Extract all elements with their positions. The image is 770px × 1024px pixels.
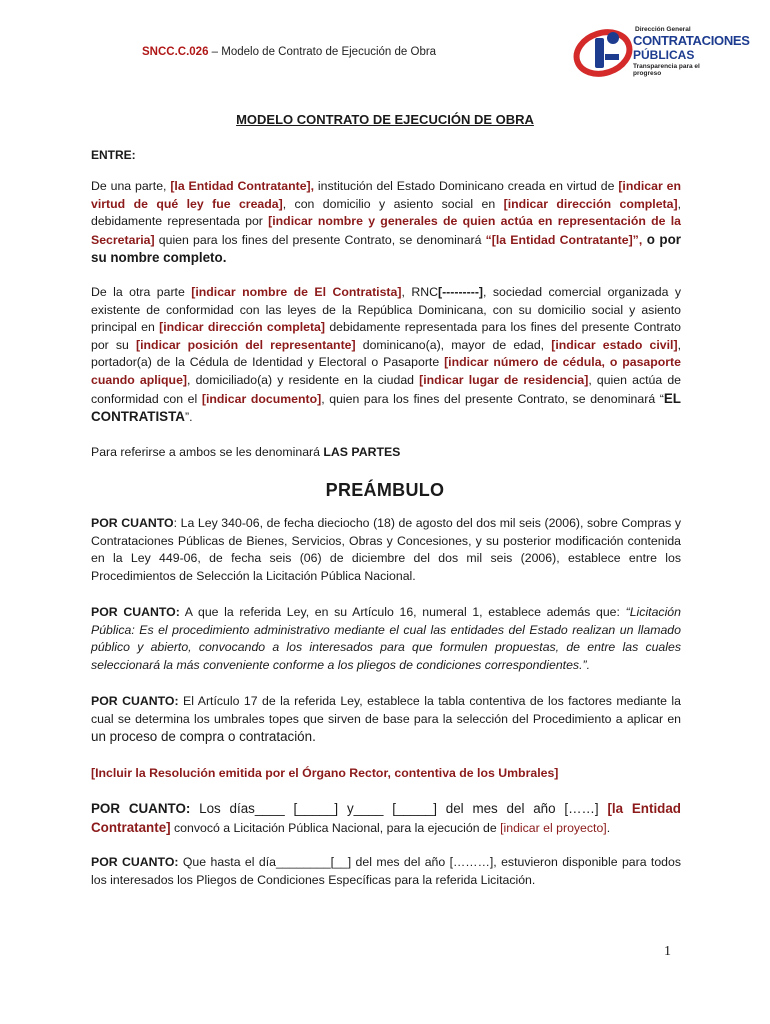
text: institución del Estado Dominicano creada en virtud de (314, 179, 619, 193)
text: un proceso de compra o contratación. (91, 729, 316, 745)
placeholder-field: [indicar estado civil] (551, 337, 678, 352)
placeholder-field: [indicar posición del representante] (136, 337, 356, 352)
placeholder-field: “[la Entidad Contratante]”, (485, 232, 643, 247)
text: dominicano(a), mayor de edad, (355, 337, 552, 352)
text: convocó a Licitación Pública Nacional, para la ejecución de (170, 820, 501, 835)
paragraph-contratista (91, 284, 681, 427)
logo-tagline: Transparencia para el progreso (633, 63, 700, 77)
placeholder-field: [indicar el proyecto] (500, 820, 607, 835)
document-code-header (142, 46, 436, 58)
por-cuanto-5 (91, 854, 681, 889)
placeholder-field: [indicar nombre de El Contratista] (191, 285, 402, 299)
entre-label: ENTRE: (91, 148, 136, 162)
page-number: 1 (664, 944, 671, 959)
bold-text: POR CUANTO: (91, 605, 180, 619)
text: , portador(a) de la Cédula de Identidad y Electoral o Pasaporte (91, 337, 681, 370)
logo-line-3: PÚBLICAS (633, 48, 695, 62)
paragraph-entidad (91, 178, 681, 268)
logo-line-2: CONTRATACIONES (633, 33, 750, 48)
quote-text: “Licitación Pública: Es el procedimiento administrativo mediante el cual las entidades del Estado realizan un llamado público y abierto, convocando a los interesados para que formulen propuestas, de entre las cuales seleccionará la más conveniente conforme a los pliegos de condiciones correspondientes.”. (91, 605, 681, 672)
header-separator: – (208, 46, 222, 58)
rnc-placeholder: [---------] (437, 285, 484, 299)
text: De una parte, (91, 179, 171, 193)
header-title: Modelo de Contrato de Ejecución de Obra (221, 46, 437, 58)
text: El Artículo 17 de la referida Ley, establece la tabla contentiva de los factores mediante la cual se determina los umbrales topes que sirven de base para la selección del Procedimiento a aplicar en (91, 694, 681, 726)
document-code: SNCC.C.026 (142, 46, 209, 58)
text: quien para los fines del presente Contrato, se denominará (154, 232, 486, 247)
placeholder-field: [indicar nombre y generales de quien actúa en representación de la Secretaria] (91, 214, 682, 247)
text: , RNC (401, 285, 438, 299)
por-cuanto-1 (91, 515, 681, 585)
placeholder-field: [indicar dirección completa] (159, 320, 325, 335)
bold-text: POR CUANTO: (91, 801, 191, 816)
bold-text: POR CUANTO (91, 516, 174, 530)
document-title: MODELO CONTRATO DE EJECUCIÓN DE OBRA (236, 112, 534, 127)
placeholder-field: [indicar lugar de residencia] (419, 372, 589, 387)
preambulo-heading: PREÁMBULO (325, 480, 445, 500)
text: Que hasta el día________[__] del mes del año [………], estuvieron disponible para todos los interesados los Pliegos de Condiciones Específicas para la referida Licitación. (91, 855, 682, 887)
text: Para referirse a ambos se les denominará (91, 445, 324, 459)
text: Los días____ [_____] y____ [_____] del mes del año [……] (190, 801, 608, 816)
placeholder-field: [la Entidad Contratante], (170, 179, 315, 193)
text: , sociedad comercial organizada y existente de conformidad con las leyes de la República Dominicana, con su domicilio social y asiento principal en (91, 285, 681, 335)
text: debidamente representada para los fines del presente Contrato por su (91, 320, 682, 352)
text: , domiciliado(a) y residente en la ciudad (187, 372, 420, 387)
bold-text: LAS PARTES (323, 445, 401, 459)
paragraph-partes (91, 444, 681, 462)
dgcp-logo (573, 24, 750, 80)
placeholder-field: [indicar en virtud de qué ley fue creada] (91, 179, 681, 211)
bold-text: o por su nombre completo. (91, 231, 681, 266)
resolucion-placeholder (91, 765, 681, 783)
bold-text: POR CUANTO: (91, 855, 179, 869)
placeholder-field: [indicar documento] (201, 391, 322, 406)
placeholder-field: [indicar número de cédula, o pasaporte cuando aplique] (91, 355, 681, 387)
bold-text: POR CUANTO: (91, 694, 179, 708)
por-cuanto-2 (91, 604, 681, 674)
por-cuanto-3 (91, 693, 681, 747)
text: , debidamente representada por (91, 196, 681, 229)
por-cuanto-4 (91, 800, 681, 837)
text: . (606, 820, 611, 835)
text: , quien actúa de conformidad con el (91, 372, 682, 406)
text: ”. (184, 410, 193, 425)
text: A que la referida Ley, en su Artículo 16, numeral 1, establece además que: (179, 605, 626, 619)
logo-line-1: Dirección General (635, 26, 691, 33)
bold-text: EL CONTRATISTA (91, 390, 681, 425)
placeholder-field: [Incluir la Resolución emitida por el Órgano Rector, contentiva de los Umbrales] (91, 766, 559, 780)
text: De la otra parte (91, 285, 192, 299)
logo-emblem-icon (573, 24, 633, 80)
text: , con domicilio y asiento social en (282, 196, 504, 211)
text: , quien para los fines del presente Contrato, se denominará “ (321, 391, 664, 406)
placeholder-field: [indicar dirección completa] (503, 196, 678, 211)
text: : La Ley 340-06, de fecha dieciocho (18) de agosto del dos mil seis (2006), sobre Compras y Contrataciones Públicas de Bienes, Servicios, Obras y Concesiones, y su posterior modificación contenida en la Ley 449-06, de fecha seis (06) de diciembre del dos mil seis (2006), establece entre los Procedimientos de Selección la Licitación Pública Nacional. (91, 516, 681, 583)
placeholder-field: [la Entidad Contratante] (91, 801, 681, 835)
